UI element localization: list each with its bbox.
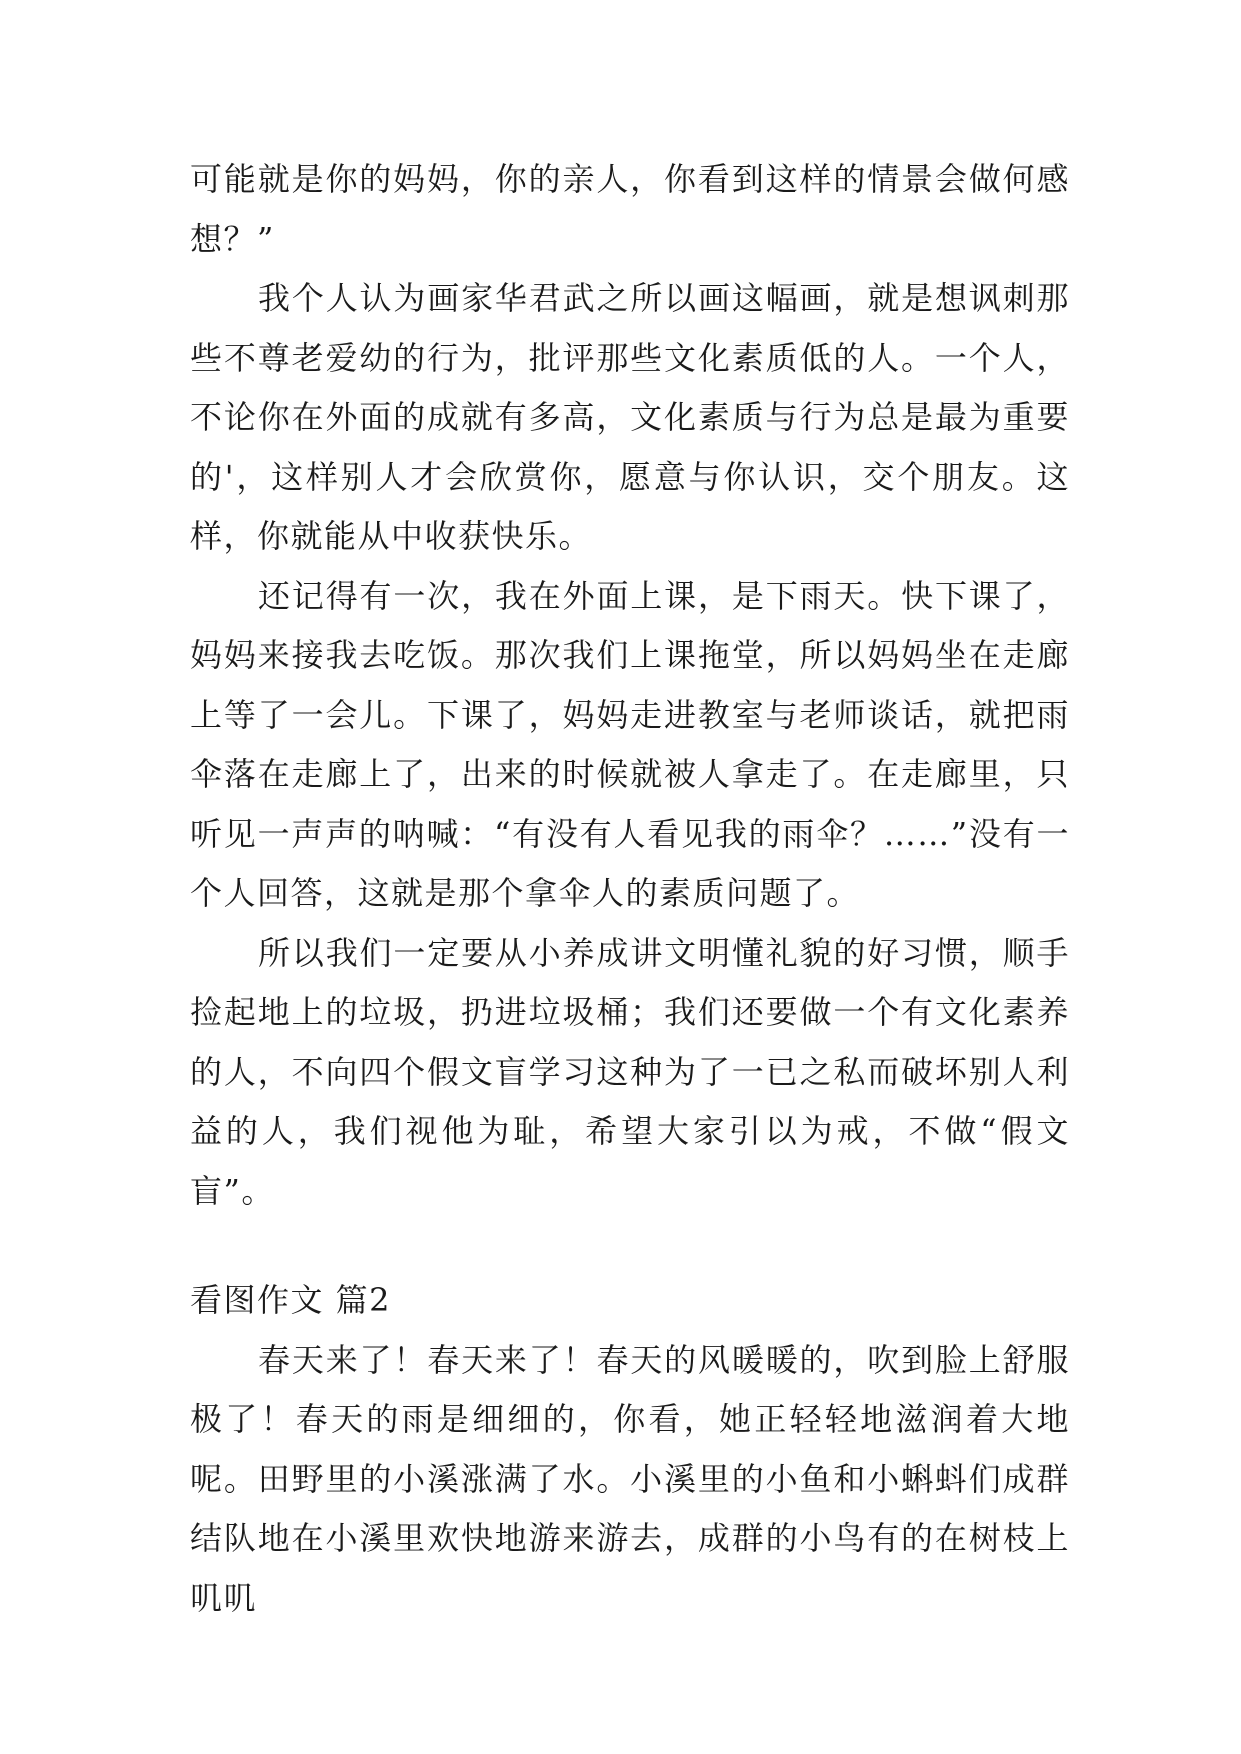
paragraph-painter-intent: 我个人认为画家华君武之所以画这幅画，就是想讽刺那些不尊老爱幼的行为，批评那些文化素质低的人。一个人，不论你在外面的成就有多高，文化素质与行为总是最为重要的'，这样别人才会欣赏你，愿意与你认识，交个朋友。这样，你就能从中收获快乐。 (190, 279, 1070, 555)
paragraph-continuation: 可能就是你的妈妈，你的亲人，你看到这样的情景会做何感想？” (190, 160, 1070, 258)
paragraph-spring: 春天来了！春天来了！春天的风暖暖的，吹到脸上舒服极了！春天的雨是细细的，你看，她正轻轻地滋润着大地呢。田野里的小溪涨满了水。小溪里的小鱼和小蝌蚪们成群结队地在小溪里欢快地游来游去，成群的小鸟有的在树枝上叽叽 (190, 1340, 1070, 1617)
section-heading: 看图作文 篇2 (190, 1281, 392, 1319)
paragraph-umbrella-story: 还记得有一次，我在外面上课，是下雨天。快下课了，妈妈来接我去吃饭。那次我们上课拖堂，所以妈妈坐在走廊上等了一会儿。下课了，妈妈走进教室与老师谈话，就把雨伞落在走廊上了，出来的时候就被人拿走了。在走廊里，只听见一声声的呐喊：“有没有人看见我的雨伞？……”没有一个人回答，这就是那个拿伞人的素质问题了。 (190, 576, 1070, 912)
paragraph-conclusion: 所以我们一定要从小养成讲文明懂礼貌的好习惯，顺手捡起地上的垃圾，扔进垃圾桶；我们还要做一个有文化素养的人，不向四个假文盲学习这种为了一已之私而破坏别人利益的人，我们视他为耻，希望大家引以为戒，不做“假文盲”。 (190, 933, 1070, 1210)
document-page (190, 150, 1070, 1628)
